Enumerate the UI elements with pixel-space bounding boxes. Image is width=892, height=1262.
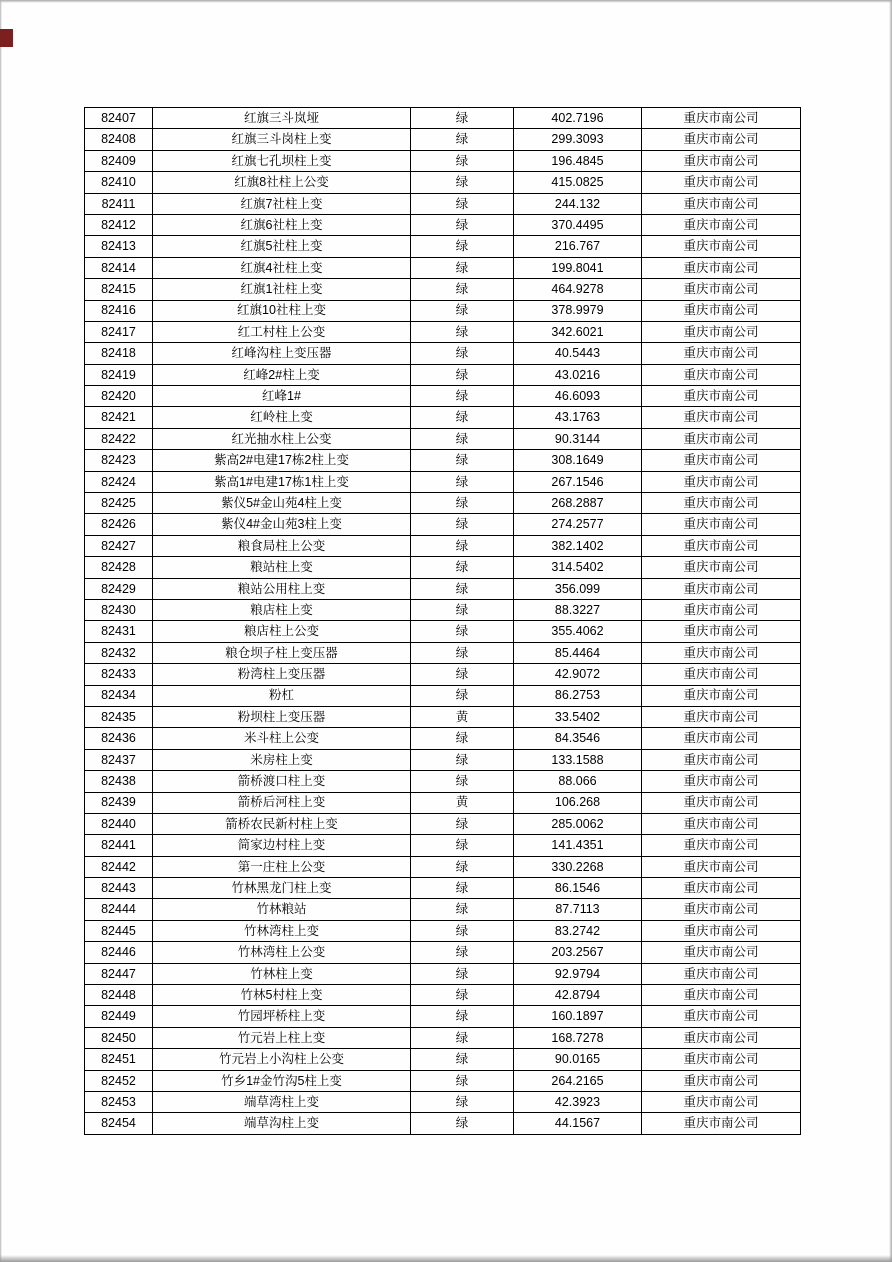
cell-value: 42.9072	[514, 664, 642, 685]
cell-name: 红旗8社柱上公变	[153, 172, 411, 193]
cell-id: 82419	[85, 364, 153, 385]
cell-company: 重庆市南公司	[642, 471, 801, 492]
cell-id: 82442	[85, 856, 153, 877]
table-row	[85, 129, 801, 150]
cell-status: 绿	[411, 557, 514, 578]
cell-company: 重庆市南公司	[642, 1006, 801, 1027]
cell-company: 重庆市南公司	[642, 1070, 801, 1091]
table-row	[85, 578, 801, 599]
cell-id: 82445	[85, 920, 153, 941]
table-row	[85, 1006, 801, 1027]
cell-value: 33.5402	[514, 706, 642, 727]
cell-name: 箭桥渡口柱上变	[153, 771, 411, 792]
cell-status: 绿	[411, 1070, 514, 1091]
table-row	[85, 920, 801, 941]
cell-id: 82423	[85, 450, 153, 471]
cell-name: 第一庄柱上公变	[153, 856, 411, 877]
cell-company: 重庆市南公司	[642, 792, 801, 813]
cell-company: 重庆市南公司	[642, 193, 801, 214]
cell-id: 82429	[85, 578, 153, 599]
cell-name: 简家边村柱上变	[153, 835, 411, 856]
cell-status: 绿	[411, 428, 514, 449]
cell-status: 黄	[411, 706, 514, 727]
cell-id: 82448	[85, 985, 153, 1006]
cell-value: 43.1763	[514, 407, 642, 428]
cell-name: 红旗三斗岗柱上变	[153, 129, 411, 150]
cell-name: 紫高2#电建17栋2柱上变	[153, 450, 411, 471]
cell-company: 重庆市南公司	[642, 1027, 801, 1048]
cell-id: 82425	[85, 493, 153, 514]
table-row	[85, 942, 801, 963]
table-row	[85, 899, 801, 920]
cell-value: 274.2577	[514, 514, 642, 535]
table-row	[85, 535, 801, 556]
cell-name: 红旗5社柱上变	[153, 236, 411, 257]
table-row	[85, 450, 801, 471]
cell-id: 82408	[85, 129, 153, 150]
cell-status: 绿	[411, 471, 514, 492]
table-row	[85, 214, 801, 235]
cell-id: 82414	[85, 257, 153, 278]
cell-name: 箭桥农民新村柱上变	[153, 813, 411, 834]
cell-company: 重庆市南公司	[642, 813, 801, 834]
cell-status: 绿	[411, 599, 514, 620]
table-row	[85, 279, 801, 300]
cell-status: 绿	[411, 193, 514, 214]
cell-name: 竹林5村柱上变	[153, 985, 411, 1006]
cell-value: 382.1402	[514, 535, 642, 556]
cell-id: 82451	[85, 1049, 153, 1070]
cell-id: 82438	[85, 771, 153, 792]
cell-name: 端草沟柱上变	[153, 1113, 411, 1134]
table-row	[85, 1113, 801, 1134]
cell-value: 83.2742	[514, 920, 642, 941]
cell-status: 绿	[411, 343, 514, 364]
cell-status: 绿	[411, 942, 514, 963]
cell-id: 82431	[85, 621, 153, 642]
cell-id: 82449	[85, 1006, 153, 1027]
cell-name: 红旗1社柱上变	[153, 279, 411, 300]
cell-value: 92.9794	[514, 963, 642, 984]
cell-status: 绿	[411, 300, 514, 321]
cell-status: 绿	[411, 1006, 514, 1027]
cell-status: 绿	[411, 1027, 514, 1048]
cell-value: 203.2567	[514, 942, 642, 963]
cell-id: 82433	[85, 664, 153, 685]
cell-value: 84.3546	[514, 728, 642, 749]
cell-value: 86.1546	[514, 878, 642, 899]
cell-name: 米房柱上变	[153, 749, 411, 770]
table-row	[85, 813, 801, 834]
cell-value: 88.066	[514, 771, 642, 792]
cell-company: 重庆市南公司	[642, 899, 801, 920]
cell-id: 82453	[85, 1091, 153, 1112]
cell-name: 米斗柱上公变	[153, 728, 411, 749]
cell-value: 342.6021	[514, 321, 642, 342]
cell-value: 330.2268	[514, 856, 642, 877]
cell-status: 绿	[411, 749, 514, 770]
page-edge-top	[0, 0, 892, 3]
cell-status: 绿	[411, 236, 514, 257]
cell-status: 绿	[411, 920, 514, 941]
cell-id: 82430	[85, 599, 153, 620]
cell-value: 464.9278	[514, 279, 642, 300]
cell-company: 重庆市南公司	[642, 129, 801, 150]
table-row	[85, 685, 801, 706]
cell-id: 82447	[85, 963, 153, 984]
cell-status: 绿	[411, 1091, 514, 1112]
cell-id: 82411	[85, 193, 153, 214]
cell-company: 重庆市南公司	[642, 257, 801, 278]
cell-status: 黄	[411, 792, 514, 813]
cell-company: 重庆市南公司	[642, 321, 801, 342]
cell-company: 重庆市南公司	[642, 493, 801, 514]
cell-status: 绿	[411, 835, 514, 856]
page-edge-left	[0, 0, 2, 1262]
table-row	[85, 257, 801, 278]
table-row	[85, 236, 801, 257]
cell-company: 重庆市南公司	[642, 856, 801, 877]
cell-name: 竹林湾柱上变	[153, 920, 411, 941]
cell-status: 绿	[411, 642, 514, 663]
cell-value: 264.2165	[514, 1070, 642, 1091]
cell-company: 重庆市南公司	[642, 343, 801, 364]
table-row	[85, 749, 801, 770]
cell-company: 重庆市南公司	[642, 514, 801, 535]
cell-id: 82446	[85, 942, 153, 963]
cell-status: 绿	[411, 963, 514, 984]
cell-name: 红工村柱上公变	[153, 321, 411, 342]
cell-id: 82415	[85, 279, 153, 300]
cell-id: 82416	[85, 300, 153, 321]
cell-company: 重庆市南公司	[642, 1049, 801, 1070]
cell-company: 重庆市南公司	[642, 771, 801, 792]
cell-value: 402.7196	[514, 108, 642, 129]
cell-id: 82424	[85, 471, 153, 492]
cell-id: 82413	[85, 236, 153, 257]
cell-status: 绿	[411, 150, 514, 171]
cell-value: 268.2887	[514, 493, 642, 514]
table-row	[85, 428, 801, 449]
table-row	[85, 1091, 801, 1112]
cell-name: 竹元岩上小沟柱上公变	[153, 1049, 411, 1070]
table-row	[85, 835, 801, 856]
cell-name: 紫仪4#金山苑3柱上变	[153, 514, 411, 535]
cell-company: 重庆市南公司	[642, 1091, 801, 1112]
cell-value: 299.3093	[514, 129, 642, 150]
cell-status: 绿	[411, 514, 514, 535]
cell-company: 重庆市南公司	[642, 621, 801, 642]
cell-company: 重庆市南公司	[642, 642, 801, 663]
cell-value: 168.7278	[514, 1027, 642, 1048]
cell-status: 绿	[411, 450, 514, 471]
table-row	[85, 1049, 801, 1070]
table-row	[85, 150, 801, 171]
cell-name: 竹林柱上变	[153, 963, 411, 984]
cell-status: 绿	[411, 578, 514, 599]
cell-status: 绿	[411, 321, 514, 342]
cell-name: 红旗7社柱上变	[153, 193, 411, 214]
cell-value: 40.5443	[514, 343, 642, 364]
cell-status: 绿	[411, 386, 514, 407]
table-row	[85, 728, 801, 749]
cell-value: 356.099	[514, 578, 642, 599]
cell-status: 绿	[411, 257, 514, 278]
table-row	[85, 343, 801, 364]
substation-table	[84, 107, 801, 1135]
cell-status: 绿	[411, 108, 514, 129]
cell-status: 绿	[411, 1113, 514, 1134]
cell-company: 重庆市南公司	[642, 300, 801, 321]
cell-name: 粮站柱上变	[153, 557, 411, 578]
cell-status: 绿	[411, 214, 514, 235]
cell-name: 红光抽水柱上公变	[153, 428, 411, 449]
cell-name: 竹林湾柱上公变	[153, 942, 411, 963]
cell-company: 重庆市南公司	[642, 428, 801, 449]
cell-name: 紫仪5#金山苑4柱上变	[153, 493, 411, 514]
cell-status: 绿	[411, 1049, 514, 1070]
cell-status: 绿	[411, 985, 514, 1006]
cell-value: 199.8041	[514, 257, 642, 278]
cell-status: 绿	[411, 685, 514, 706]
cell-status: 绿	[411, 279, 514, 300]
cell-company: 重庆市南公司	[642, 749, 801, 770]
table-row	[85, 321, 801, 342]
cell-value: 355.4062	[514, 621, 642, 642]
cell-name: 粮站公用柱上变	[153, 578, 411, 599]
table-row	[85, 642, 801, 663]
cell-name: 红岭柱上变	[153, 407, 411, 428]
cell-value: 87.7113	[514, 899, 642, 920]
cell-company: 重庆市南公司	[642, 685, 801, 706]
cell-name: 红峰2#柱上变	[153, 364, 411, 385]
cell-company: 重庆市南公司	[642, 963, 801, 984]
cell-id: 82426	[85, 514, 153, 535]
cell-id: 82407	[85, 108, 153, 129]
cell-company: 重庆市南公司	[642, 236, 801, 257]
table-row	[85, 1027, 801, 1048]
cell-name: 竹元岩上柱上变	[153, 1027, 411, 1048]
cell-company: 重庆市南公司	[642, 535, 801, 556]
cell-company: 重庆市南公司	[642, 407, 801, 428]
table-row	[85, 407, 801, 428]
corner-marker	[0, 29, 13, 47]
cell-value: 141.4351	[514, 835, 642, 856]
cell-name: 粉湾柱上变压器	[153, 664, 411, 685]
table-row	[85, 878, 801, 899]
cell-company: 重庆市南公司	[642, 557, 801, 578]
table-row	[85, 771, 801, 792]
cell-name: 粮食局柱上公变	[153, 535, 411, 556]
cell-company: 重庆市南公司	[642, 920, 801, 941]
cell-id: 82427	[85, 535, 153, 556]
cell-status: 绿	[411, 172, 514, 193]
cell-status: 绿	[411, 493, 514, 514]
cell-id: 82437	[85, 749, 153, 770]
cell-id: 82421	[85, 407, 153, 428]
cell-name: 红旗4社柱上变	[153, 257, 411, 278]
cell-name: 竹乡1#金竹沟5柱上变	[153, 1070, 411, 1091]
table-body	[85, 108, 801, 1135]
cell-name: 粮仓坝子柱上变压器	[153, 642, 411, 663]
cell-id: 82436	[85, 728, 153, 749]
cell-company: 重庆市南公司	[642, 942, 801, 963]
cell-id: 82440	[85, 813, 153, 834]
cell-name: 红旗6社柱上变	[153, 214, 411, 235]
table-row	[85, 172, 801, 193]
cell-company: 重庆市南公司	[642, 214, 801, 235]
cell-value: 160.1897	[514, 1006, 642, 1027]
cell-value: 46.6093	[514, 386, 642, 407]
cell-company: 重庆市南公司	[642, 578, 801, 599]
table-row	[85, 706, 801, 727]
cell-company: 重庆市南公司	[642, 172, 801, 193]
cell-value: 314.5402	[514, 557, 642, 578]
cell-value: 133.1588	[514, 749, 642, 770]
cell-status: 绿	[411, 728, 514, 749]
cell-id: 82441	[85, 835, 153, 856]
cell-value: 244.132	[514, 193, 642, 214]
table-row	[85, 364, 801, 385]
cell-company: 重庆市南公司	[642, 108, 801, 129]
table-row	[85, 493, 801, 514]
cell-company: 重庆市南公司	[642, 279, 801, 300]
cell-id: 82435	[85, 706, 153, 727]
cell-value: 415.0825	[514, 172, 642, 193]
cell-name: 竹园坪桥柱上变	[153, 1006, 411, 1027]
cell-name: 端草湾柱上变	[153, 1091, 411, 1112]
cell-status: 绿	[411, 664, 514, 685]
cell-name: 箭桥后河柱上变	[153, 792, 411, 813]
cell-id: 82417	[85, 321, 153, 342]
cell-status: 绿	[411, 856, 514, 877]
cell-value: 378.9979	[514, 300, 642, 321]
page-edge-bottom	[0, 1255, 892, 1262]
cell-status: 绿	[411, 771, 514, 792]
cell-name: 粉杠	[153, 685, 411, 706]
cell-company: 重庆市南公司	[642, 150, 801, 171]
cell-company: 重庆市南公司	[642, 1113, 801, 1134]
cell-company: 重庆市南公司	[642, 706, 801, 727]
table-row	[85, 557, 801, 578]
cell-id: 82422	[85, 428, 153, 449]
table-row	[85, 300, 801, 321]
cell-id: 82428	[85, 557, 153, 578]
table-row	[85, 963, 801, 984]
table-row	[85, 599, 801, 620]
cell-status: 绿	[411, 535, 514, 556]
cell-name: 粉坝柱上变压器	[153, 706, 411, 727]
table-row	[85, 985, 801, 1006]
cell-company: 重庆市南公司	[642, 985, 801, 1006]
cell-name: 红旗10社柱上变	[153, 300, 411, 321]
cell-value: 308.1649	[514, 450, 642, 471]
cell-value: 43.0216	[514, 364, 642, 385]
table-row	[85, 664, 801, 685]
cell-value: 106.268	[514, 792, 642, 813]
cell-company: 重庆市南公司	[642, 835, 801, 856]
table-row	[85, 193, 801, 214]
table-row	[85, 792, 801, 813]
cell-company: 重庆市南公司	[642, 364, 801, 385]
cell-id: 82439	[85, 792, 153, 813]
cell-id: 82412	[85, 214, 153, 235]
cell-value: 85.4464	[514, 642, 642, 663]
cell-value: 42.8794	[514, 985, 642, 1006]
cell-value: 44.1567	[514, 1113, 642, 1134]
table-row	[85, 471, 801, 492]
cell-status: 绿	[411, 813, 514, 834]
cell-id: 82409	[85, 150, 153, 171]
cell-id: 82410	[85, 172, 153, 193]
cell-name: 红峰1#	[153, 386, 411, 407]
cell-id: 82443	[85, 878, 153, 899]
cell-company: 重庆市南公司	[642, 599, 801, 620]
cell-status: 绿	[411, 621, 514, 642]
cell-status: 绿	[411, 364, 514, 385]
cell-status: 绿	[411, 899, 514, 920]
cell-company: 重庆市南公司	[642, 728, 801, 749]
table-row	[85, 386, 801, 407]
cell-company: 重庆市南公司	[642, 450, 801, 471]
table-row	[85, 856, 801, 877]
cell-value: 370.4495	[514, 214, 642, 235]
cell-name: 红旗三斗岚垭	[153, 108, 411, 129]
cell-value: 216.767	[514, 236, 642, 257]
cell-status: 绿	[411, 129, 514, 150]
cell-company: 重庆市南公司	[642, 386, 801, 407]
cell-name: 竹林黑龙门柱上变	[153, 878, 411, 899]
cell-value: 86.2753	[514, 685, 642, 706]
cell-value: 90.3144	[514, 428, 642, 449]
cell-value: 267.1546	[514, 471, 642, 492]
cell-status: 绿	[411, 407, 514, 428]
cell-id: 82452	[85, 1070, 153, 1091]
cell-value: 90.0165	[514, 1049, 642, 1070]
table-row	[85, 1070, 801, 1091]
cell-value: 196.4845	[514, 150, 642, 171]
cell-name: 粮店柱上公变	[153, 621, 411, 642]
cell-id: 82454	[85, 1113, 153, 1134]
cell-id: 82444	[85, 899, 153, 920]
table-row	[85, 621, 801, 642]
table-row	[85, 514, 801, 535]
cell-value: 285.0062	[514, 813, 642, 834]
cell-name: 竹林粮站	[153, 899, 411, 920]
cell-value: 42.3923	[514, 1091, 642, 1112]
cell-id: 82420	[85, 386, 153, 407]
cell-name: 红旗七孔坝柱上变	[153, 150, 411, 171]
cell-name: 红峰沟柱上变压器	[153, 343, 411, 364]
cell-company: 重庆市南公司	[642, 664, 801, 685]
cell-name: 紫高1#电建17栋1柱上变	[153, 471, 411, 492]
cell-id: 82434	[85, 685, 153, 706]
table-row	[85, 108, 801, 129]
cell-id: 82432	[85, 642, 153, 663]
cell-company: 重庆市南公司	[642, 878, 801, 899]
cell-id: 82418	[85, 343, 153, 364]
cell-value: 88.3227	[514, 599, 642, 620]
cell-status: 绿	[411, 878, 514, 899]
cell-name: 粮店柱上变	[153, 599, 411, 620]
cell-id: 82450	[85, 1027, 153, 1048]
